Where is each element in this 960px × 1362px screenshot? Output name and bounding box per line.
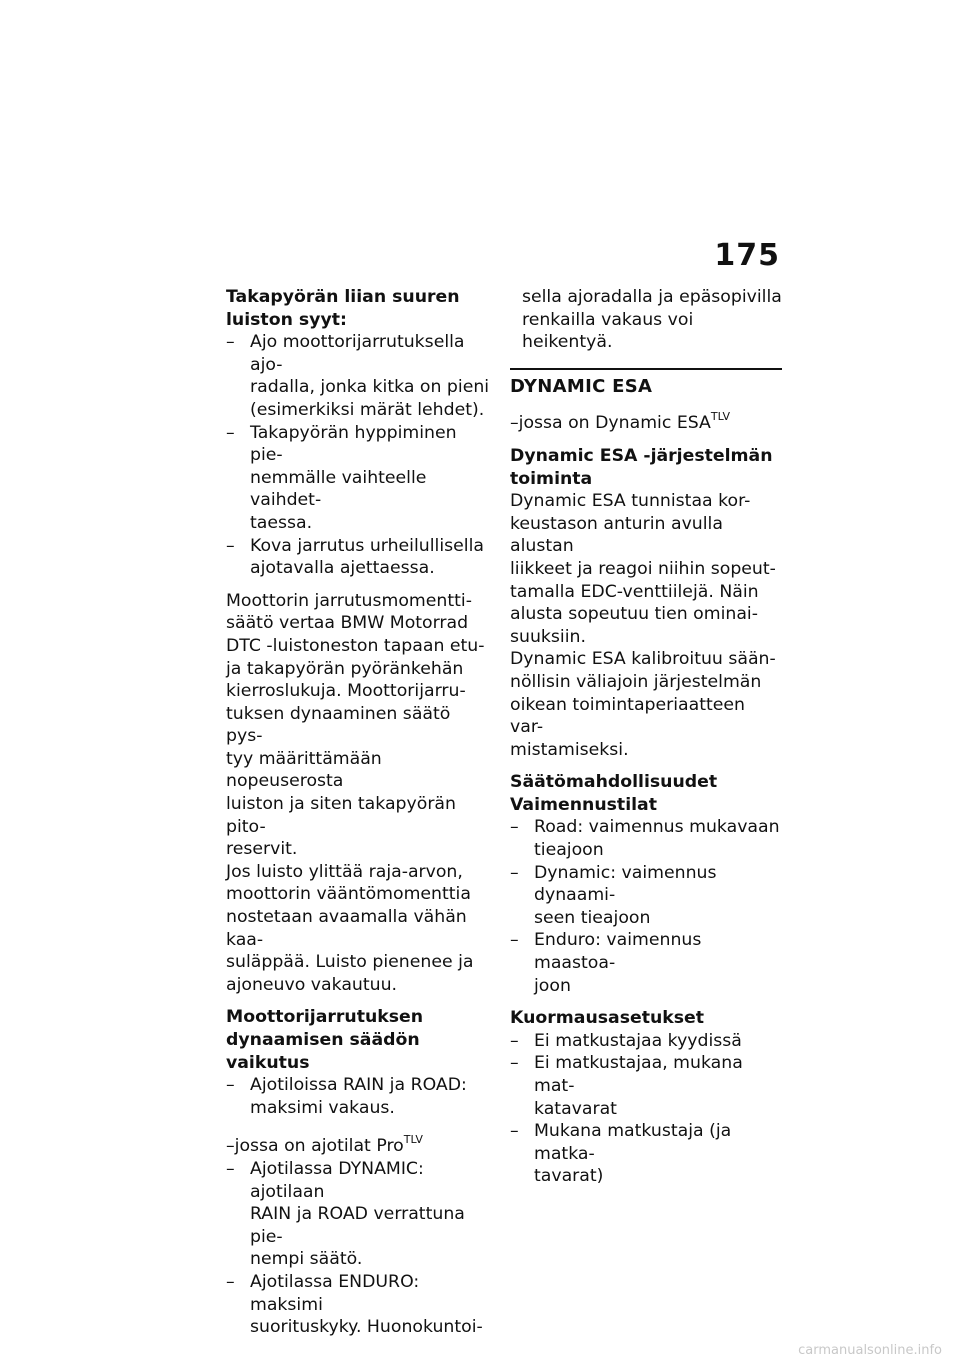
paragraph-esa-calibration bbox=[510, 648, 782, 761]
equipment-note bbox=[226, 1129, 492, 1158]
text-line: renkailla vakaus voi heikentyä. bbox=[522, 309, 694, 353]
paragraph-esa-detect bbox=[510, 490, 782, 648]
list-line: Takapyörän hyppiminen pie- bbox=[250, 422, 457, 466]
dash-icon: – bbox=[226, 1075, 235, 1096]
text-line: Jos luisto ylittää raja-arvon, bbox=[226, 861, 463, 882]
dash-icon: – bbox=[226, 1136, 235, 1157]
list-line: Enduro: vaimennus maastoa- bbox=[534, 930, 702, 974]
watermark: carmanualsonline.info bbox=[798, 1343, 942, 1358]
list-line: tavarat) bbox=[534, 1166, 604, 1187]
list-line: taessa. bbox=[250, 512, 313, 533]
list-item bbox=[510, 1030, 782, 1053]
dash-icon: – bbox=[510, 1053, 519, 1074]
text-line: suläppää. Luisto pienenee ja bbox=[226, 952, 474, 973]
list-item bbox=[226, 1271, 492, 1339]
dash-icon: – bbox=[226, 332, 235, 353]
list-item bbox=[510, 929, 782, 997]
list-line: joon bbox=[534, 975, 571, 996]
dash-icon: – bbox=[226, 535, 235, 556]
section-divider bbox=[510, 368, 782, 370]
option-code: TLV bbox=[403, 1133, 423, 1147]
list-line: RAIN ja ROAD verrattuna pie- bbox=[250, 1204, 465, 1247]
continued-text bbox=[510, 286, 782, 354]
dash-icon: – bbox=[510, 930, 519, 951]
list-line: Ei matkustajaa kyydissä bbox=[534, 1030, 742, 1051]
list-item bbox=[510, 816, 782, 861]
left-column bbox=[226, 286, 492, 1339]
list-line: nemmälle vaihteelle vaihdet- bbox=[250, 467, 427, 511]
equipment-note bbox=[510, 406, 782, 435]
list-item bbox=[510, 1052, 782, 1120]
dash-icon: – bbox=[226, 422, 235, 443]
list-line: Mukana matkustaja (ja matka- bbox=[534, 1121, 732, 1164]
list-line: radalla, jonka kitka on pieni bbox=[250, 377, 490, 398]
note-text: jossa on Dynamic ESA bbox=[518, 413, 711, 434]
list-line: Ajotilassa DYNAMIC: ajotilaan bbox=[250, 1158, 424, 1202]
text-line: tyy määrittämään nopeuserosta bbox=[226, 748, 382, 792]
text-line: mistamiseksi. bbox=[510, 739, 629, 760]
text-line: nöllisin väliajoin järjestelmän bbox=[510, 671, 762, 692]
list-line: suorituskyky. Huonokuntoi- bbox=[250, 1317, 483, 1338]
heading-line: Moottorijarrutuksen bbox=[226, 1007, 424, 1028]
list-line: katavarat bbox=[534, 1098, 617, 1119]
heading-line: luiston syyt: bbox=[226, 309, 347, 330]
text-line: Moottorin jarrutusmomentti- bbox=[226, 590, 472, 611]
heading-line: dynaamisen säädön vaikutus bbox=[226, 1030, 420, 1073]
list-item bbox=[510, 862, 782, 930]
text-line: ja takapyörän pyöränkehän bbox=[226, 658, 464, 679]
dash-icon: – bbox=[226, 1271, 235, 1292]
dash-icon: – bbox=[510, 1121, 519, 1142]
heading-brake-effect bbox=[226, 1006, 492, 1074]
text-line: alusta sopeutuu tien ominai- bbox=[510, 604, 758, 625]
right-column bbox=[510, 286, 782, 1188]
paragraph-engine-brake bbox=[226, 590, 492, 861]
dash-icon: – bbox=[510, 413, 519, 434]
page-number: 175 bbox=[714, 238, 780, 273]
list-line: maksimi vakaus. bbox=[250, 1097, 395, 1118]
list-line: Road: vaimennus mukavaan bbox=[534, 817, 780, 838]
text-line: tamalla EDC-venttiilejä. Näin bbox=[510, 581, 759, 602]
text-line: sella ajoradalla ja epäsopivilla bbox=[522, 287, 782, 307]
text-line: DTC -luistoneston tapaan etu- bbox=[226, 635, 485, 656]
list-line: ajotavalla ajettaessa. bbox=[250, 558, 435, 579]
heading-load-settings: Kuormausasetukset bbox=[510, 1008, 705, 1029]
text-line: Dynamic ESA tunnistaa kor- bbox=[510, 491, 751, 512]
list-line: seen tieajoon bbox=[534, 907, 651, 928]
text-line: luiston ja siten takapyörän pito- bbox=[226, 794, 456, 837]
heading-line: Dynamic ESA -järjestelmän bbox=[510, 445, 773, 466]
dash-icon: – bbox=[510, 862, 519, 883]
text-line: liikkeet ja reagoi niihin sopeut- bbox=[510, 558, 776, 579]
text-line: keustason anturin avulla alustan bbox=[510, 513, 723, 557]
text-line: nostetaan avaamalla vähän kaa- bbox=[226, 907, 467, 950]
dash-icon: – bbox=[510, 1030, 519, 1051]
text-line: säätö vertaa BMW Motorrad bbox=[226, 613, 469, 634]
dash-icon: – bbox=[510, 817, 519, 838]
list-line: Ajotiloissa RAIN ja ROAD: bbox=[250, 1075, 467, 1096]
list-item bbox=[226, 535, 492, 580]
list-line: (esimerkiksi märät lehdet). bbox=[250, 399, 485, 420]
list-item bbox=[226, 422, 492, 535]
list-line: Ei matkustajaa, mukana mat- bbox=[534, 1053, 743, 1096]
text-line: tuksen dynaaminen säätö pys- bbox=[226, 703, 451, 747]
list-line: Ajo moottorijarrutuksella ajo- bbox=[250, 332, 465, 375]
text-line: Dynamic ESA kalibroituu sään- bbox=[510, 649, 776, 670]
dash-icon: – bbox=[226, 1158, 235, 1179]
list-line: tieajoon bbox=[534, 840, 604, 861]
list-line: Kova jarrutus urheilullisella bbox=[250, 535, 484, 556]
heading-line: Vaimennustilat bbox=[510, 794, 657, 815]
heading-skid-causes bbox=[226, 286, 492, 331]
paragraph-threshold bbox=[226, 861, 492, 997]
heading-line: Säätömahdollisuudet bbox=[510, 772, 718, 793]
heading-settings bbox=[510, 771, 782, 816]
list-item bbox=[226, 1158, 492, 1271]
section-title: DYNAMIC ESA bbox=[510, 375, 653, 397]
heading-esa-function bbox=[510, 445, 782, 490]
list-line: Ajotilassa ENDURO: maksimi bbox=[250, 1271, 420, 1315]
text-line: reservit. bbox=[226, 839, 298, 860]
list-item bbox=[226, 1074, 492, 1119]
option-code: TLV bbox=[710, 410, 731, 424]
list-line: nempi säätö. bbox=[250, 1249, 363, 1270]
text-line: ajoneuvo vakautuu. bbox=[226, 974, 398, 995]
text-line: kierroslukuja. Moottorijarru- bbox=[226, 681, 466, 702]
text-line: suuksiin. bbox=[510, 626, 586, 647]
list-item bbox=[510, 1120, 782, 1188]
note-text: jossa on ajotilat Pro bbox=[234, 1136, 404, 1157]
text-line: oikean toimintaperiaatteen var- bbox=[510, 694, 745, 738]
text-line: moottorin vääntömomenttia bbox=[226, 884, 471, 905]
list-line: Dynamic: vaimennus dynaami- bbox=[534, 862, 717, 906]
list-item bbox=[226, 331, 492, 421]
heading-line: Takapyörän liian suuren bbox=[226, 287, 460, 307]
heading-line: toiminta bbox=[510, 468, 593, 489]
